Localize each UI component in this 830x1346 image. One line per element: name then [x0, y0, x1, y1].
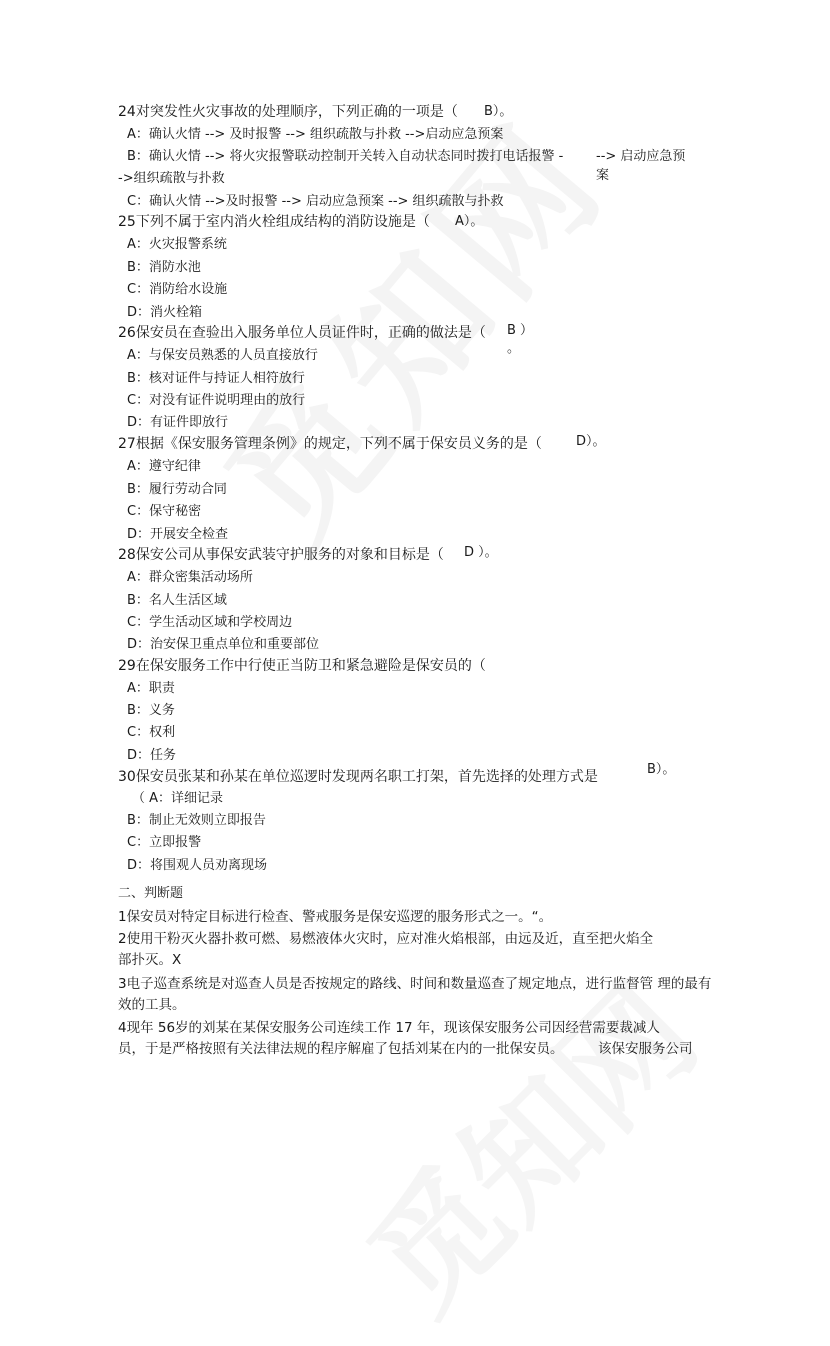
- option: A：与保安员熟悉的人员直接放行: [127, 348, 318, 363]
- option: B：消防水池: [127, 260, 201, 275]
- judgment-item-continuation: 该保安服务公司: [598, 1041, 693, 1057]
- option: ->组织疏散与扑救: [118, 171, 225, 186]
- option: A：职责: [127, 681, 175, 696]
- question-stem: 28保安公司从事保安武装守护服务的对象和目标是（: [118, 547, 444, 563]
- judgment-item: 2使用干粉灭火器扑救可燃、易燃液体火灾时，应对准火焰根部，由远及近，直至把火焰全: [118, 931, 654, 947]
- question-stem: 30保安员张某和孙某在单位巡逻时发现两名职工打架，首先选择的处理方式是: [118, 769, 598, 785]
- option: C：立即报警: [127, 835, 202, 850]
- option: B：制止无效则立即报告: [127, 813, 266, 828]
- option: D：消火栓箱: [127, 305, 203, 320]
- option: B：履行劳动合同: [127, 482, 227, 497]
- option: C：对没有证件说明理由的放行: [127, 393, 306, 408]
- judgment-item: 3电子巡查系统是对巡查人员是否按规定的路线、时间和数量巡查了规定地点，进行监督管 理的最有: [118, 976, 712, 992]
- option-continuation: --> 启动应急预: [596, 149, 686, 164]
- option: C：学生活动区域和学校周边: [127, 615, 293, 630]
- judgment-item: 1保安员对特定目标进行检查、警戒服务是保安巡逻的服务形式之一。“。: [118, 909, 553, 925]
- option: B：确认火情 --> 将火灾报警联动控制开关转入自动状态同时拨打电话报警 -: [127, 149, 564, 164]
- question-stem: 27根据《保安服务管理条例》的规定，下列不属于保安员义务的是（: [118, 436, 542, 452]
- option: D：任务: [127, 748, 177, 763]
- option: D：将围观人员劝离现场: [127, 858, 268, 873]
- answer: B ）: [507, 323, 534, 338]
- option: A：火灾报警系统: [127, 237, 227, 252]
- option: C：保守秘密: [127, 504, 202, 519]
- option: C：权利: [127, 725, 176, 740]
- option: D：开展安全检查: [127, 527, 229, 542]
- section-title: 二、判断题: [118, 886, 184, 901]
- judgment-item-continuation: 部扑灭。X: [118, 952, 182, 968]
- option: B：义务: [127, 703, 175, 718]
- option: B：核对证件与持证人相符放行: [127, 371, 305, 386]
- option: A：群众密集活动场所: [127, 570, 253, 585]
- option: A：确认火情 --> 及时报警 --> 组织疏散与扑救 -->启动应急预案: [127, 127, 504, 142]
- question-stem: 29在保安服务工作中行使正当防卫和紧急避险是保安员的（: [118, 658, 486, 674]
- option: B：名人生活区域: [127, 593, 227, 608]
- answer: B）。: [647, 762, 676, 777]
- judgment-item: 4现年 56岁的刘某在某保安服务公司连续工作 17 年，现该保安服务公司因经营需要裁减人: [118, 1020, 660, 1036]
- question-stem: 26保安员在查验出入服务单位人员证件时，正确的做法是（: [118, 325, 486, 341]
- option: （ A：详细记录: [132, 791, 224, 806]
- option: C：确认火情 -->及时报警 --> 启动应急预案 --> 组织疏散与扑救: [127, 194, 504, 209]
- answer: D ）。: [464, 545, 498, 560]
- watermark: [169, 209, 592, 632]
- judgment-item-continuation: 员，于是严格按照有关法律法规的程序解雇了包括刘某在内的一批保安员。: [118, 1041, 564, 1057]
- option: D：治安保卫重点单位和重要部位: [127, 637, 320, 652]
- question-stem: 24对突发性火灾事故的处理顺序，下列正确的一项是（: [118, 104, 458, 120]
- answer-dot: 。: [507, 341, 521, 356]
- answer: A）。: [455, 214, 484, 229]
- option: A：遵守纪律: [127, 459, 201, 474]
- answer: B）。: [484, 104, 513, 119]
- option: D：有证件即放行: [127, 415, 229, 430]
- option: C：消防给水设施: [127, 282, 228, 297]
- judgment-item-continuation: 效的工具。: [118, 997, 186, 1013]
- answer: D）。: [576, 434, 606, 449]
- question-stem: 25下列不属于室内消火栓组成结构的消防设施是（: [118, 214, 430, 230]
- option-continuation: 案: [596, 168, 610, 183]
